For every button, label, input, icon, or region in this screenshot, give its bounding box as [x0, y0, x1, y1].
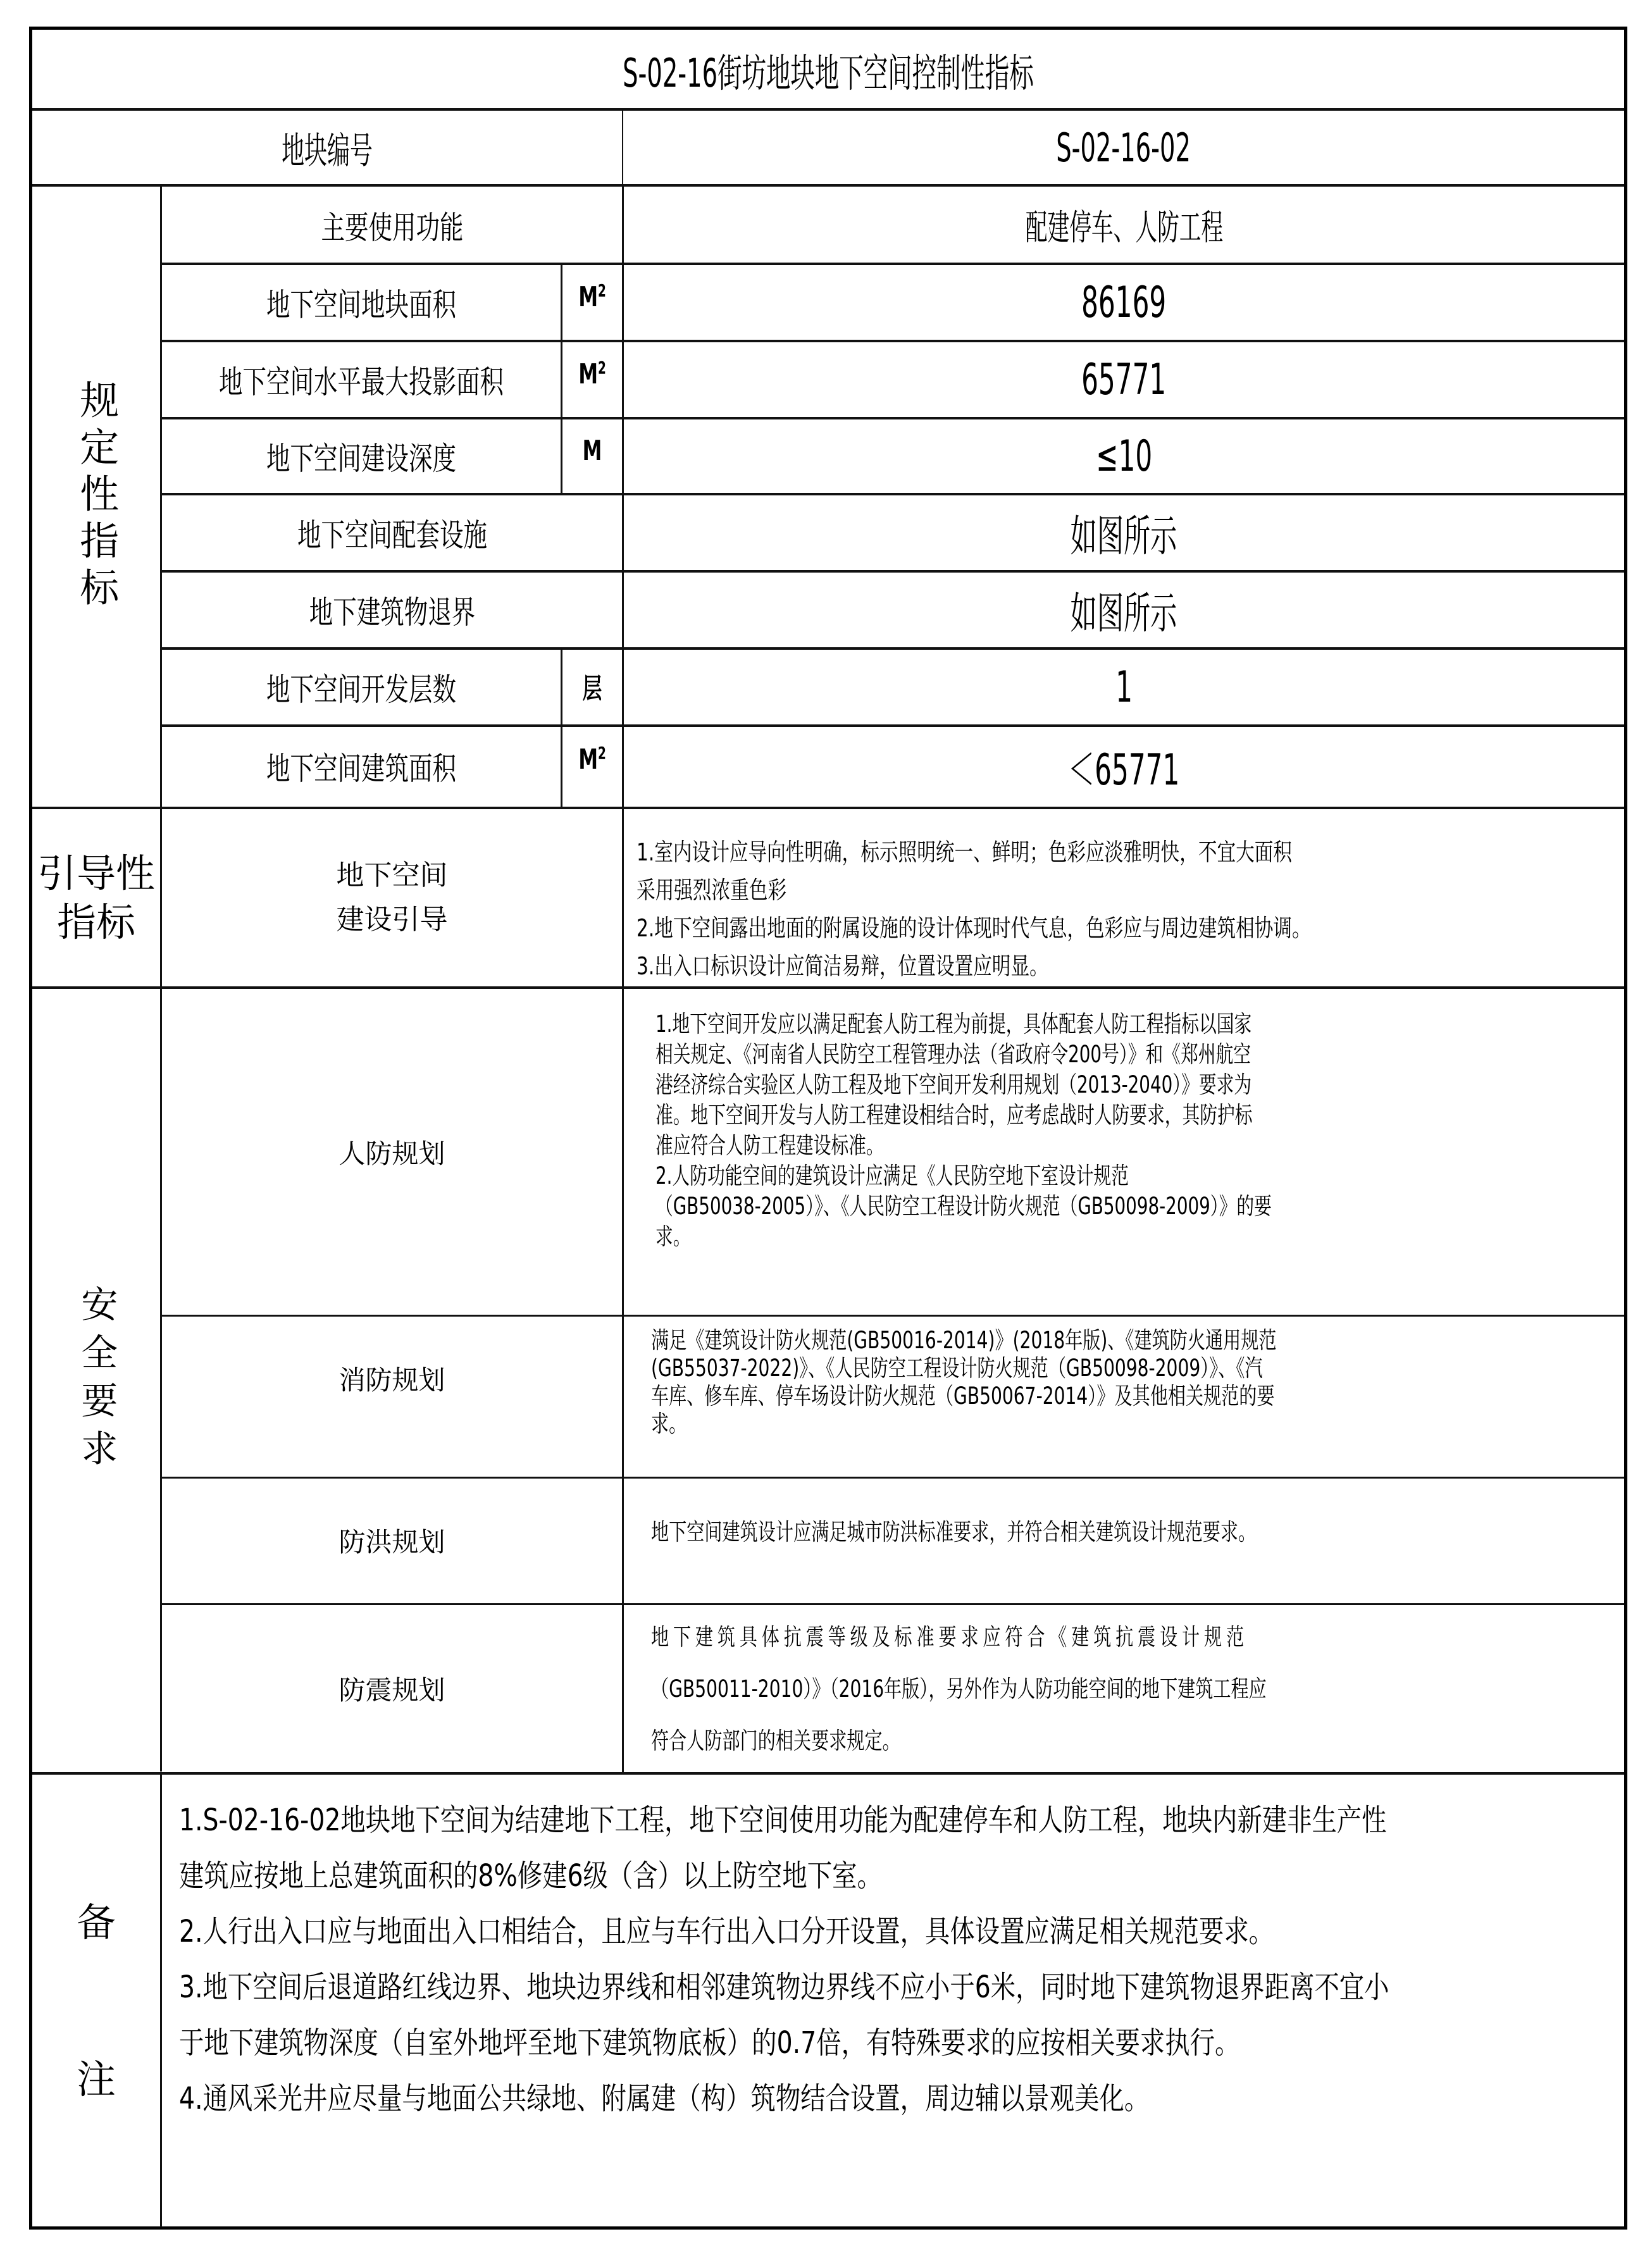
note-line: 3.地下空间后退道路红线边界、地块边界线和相邻建筑物边界线不应小于6米，同时地下建筑物退界距离不宜小: [179, 1970, 1389, 2005]
prescriptive-category-cell: [32, 187, 160, 807]
earthquake-text: [651, 1611, 1619, 1767]
safety-label-earthquake: 防震规划: [338, 1675, 445, 1706]
plot-id-label: 地块编号: [282, 129, 373, 172]
guidance-category-cell: [32, 809, 160, 986]
prescriptive-label: 地下空间水平最大投影面积: [219, 364, 504, 400]
prescriptive-label: 地下空间配套设施: [297, 517, 487, 554]
guidance-category-line2: 指标: [56, 899, 135, 945]
safety-category: 安全要求: [75, 1285, 118, 1477]
civil-defense-text: [655, 1009, 1624, 1252]
prescriptive-value-cell: [624, 571, 1624, 648]
prescriptive-value-cell: [624, 726, 1624, 807]
prescriptive-label-cell: [162, 648, 561, 726]
guidance-label-line2: 建设引导: [336, 903, 448, 936]
prescriptive-value: 65771: [1081, 354, 1167, 405]
prescriptive-label: 地下空间建筑面积: [266, 750, 456, 787]
control-indicator-table: [29, 27, 1627, 2230]
prescriptive-unit-cell: [562, 648, 622, 726]
prescriptive-unit-cell: [562, 264, 622, 341]
prescriptive-value: 如图所示: [1071, 588, 1177, 639]
prescriptive-label-cell: [162, 571, 622, 648]
unit-superscript: 2: [597, 743, 606, 764]
prescriptive-value-cell: [624, 264, 1624, 341]
note-line: 于地下建筑物深度（自室外地坪至地下建筑物底板）的0.7倍，有特殊要求的应按相关要求执行。: [179, 2025, 1240, 2061]
earthquake-line: 符合人防部门的相关要求规定。: [651, 1727, 900, 1754]
prescriptive-unit: [583, 435, 602, 467]
note-line: 1.S-02-16-02地块地下空间为结建地下工程，地下空间使用功能为配建停车和人防工程，地块内新建非生产性: [179, 1803, 1387, 1838]
divider: [622, 989, 624, 1773]
prescriptive-label: 地下空间开发层数: [266, 671, 456, 708]
safety-label-flood: 防洪规划: [338, 1526, 445, 1558]
earthquake-line: 地下建筑具体抗震等级及标准要求应符合《建筑抗震设计规范: [651, 1623, 1248, 1651]
prescriptive-value-cell: [624, 494, 1624, 571]
prescriptive-unit: [578, 281, 606, 313]
safety-label-cell: [162, 1605, 622, 1772]
prescriptive-value-cell: [624, 187, 1624, 264]
unit-superscript: 2: [597, 358, 606, 378]
prescriptive-category: 规定性指标: [73, 380, 120, 614]
guidance-line: 1.室内设计应导向性明确，标示照明统一、鲜明；色彩应淡雅明快，不宜大面积: [637, 838, 1293, 866]
fire-text: [651, 1327, 1619, 1438]
civil-defense-line: 求。: [655, 1223, 691, 1250]
prescriptive-label: 主要使用功能: [321, 209, 463, 246]
table-title-cell: [32, 30, 1624, 109]
guidance-category-line1: 引导性: [37, 850, 155, 897]
earthquake-line: （GB50011-2010）》（2016年版），另外作为人防功能空间的地下建筑工程应: [651, 1675, 1267, 1703]
prescriptive-label-cell: [162, 341, 561, 418]
fire-line: 车库、修车库、停车场设计防火规范（GB50067-2014）》及其他相关规范的要: [651, 1382, 1275, 1410]
civil-defense-line: （GB50038-2005）》、《人民防空工程设计防火规范（GB50098-2009）》的要: [655, 1193, 1272, 1220]
guidance-line: 3.出入口标识设计应简洁易辩，位置设置应明显。: [637, 952, 1048, 980]
prescriptive-unit-cell: [562, 726, 622, 807]
prescriptive-value-cell: [624, 418, 1624, 494]
prescriptive-value: 如图所示: [1071, 511, 1177, 562]
plot-id-value: S-02-16-02: [1056, 124, 1191, 171]
guidance-line: 采用强烈浓重色彩: [637, 876, 787, 904]
flood-line: 地下空间建筑设计应满足城市防洪标准要求，并符合相关建筑设计规范要求。: [651, 1518, 1257, 1546]
safety-category-cell: [32, 989, 160, 1773]
unit-text: M: [578, 743, 598, 776]
prescriptive-label-cell: [162, 418, 561, 494]
prescriptive-value-cell: [624, 648, 1624, 726]
flood-text: [651, 1517, 1619, 1548]
unit-text: M: [578, 281, 598, 313]
prescriptive-label-cell: [162, 494, 622, 571]
civil-defense-line: 1.地下空间开发应以满足配套人防工程为前提，具体配套人防工程指标以国家: [655, 1010, 1252, 1038]
divider: [32, 1772, 1624, 1775]
guidance-line: 2.地下空间露出地面的附属设施的设计体现时代气息，色彩应与周边建筑相协调。: [637, 914, 1311, 942]
prescriptive-label-cell: [162, 726, 561, 807]
unit-superscript: 2: [597, 281, 606, 301]
plot-id-label-cell: [32, 109, 622, 185]
unit-text: M: [582, 435, 602, 467]
fire-line: (GB55037-2022)》、《人民防空工程设计防火规范（GB50098-2009）》、《汽: [651, 1355, 1263, 1382]
prescriptive-unit-cell: [562, 341, 622, 418]
notes-label-line2: 注: [76, 2056, 116, 2102]
guidance-label-line1: 地下空间: [336, 859, 448, 891]
civil-defense-line: 准应符合人防工程建设标准。: [655, 1132, 884, 1159]
prescriptive-value: 86169: [1081, 277, 1167, 328]
note-line: 4.通风采光井应尽量与地面公共绿地、附属建（构）筑物结合设置，周边辅以景观美化。: [179, 2081, 1150, 2116]
notes-text: [179, 1792, 1615, 2126]
safety-label-cell: [162, 1317, 622, 1440]
notes-label-cell: [32, 1775, 160, 2227]
guidance-text: [637, 833, 1624, 985]
fire-line: 满足《建筑设计防火规范(GB50016-2014)》(2018年版)、《建筑防火通用规范: [651, 1327, 1277, 1354]
safety-label-fire: 消防规划: [338, 1364, 445, 1396]
prescriptive-label: 地下建筑物退界: [309, 594, 475, 631]
civil-defense-line: 相关规定、《河南省人民防空工程管理办法（省政府令200号）》和《郑州航空: [655, 1041, 1251, 1068]
prescriptive-unit-cell: [562, 418, 622, 494]
prescriptive-value: ＜65771: [1068, 745, 1180, 795]
prescriptive-value: 配建停车、人防工程: [1025, 208, 1223, 249]
prescriptive-value: ≤10: [1096, 431, 1152, 481]
plot-id-value-cell: [623, 109, 1624, 185]
civil-defense-line: 2.人防功能空间的建筑设计应满足《人民防空地下室设计规范: [655, 1162, 1129, 1189]
safety-label-cell: [162, 1479, 622, 1602]
prescriptive-label-cell: [162, 264, 561, 341]
prescriptive-label: 地下空间建设深度: [266, 440, 456, 477]
unit-text: M: [578, 358, 598, 390]
note-line: 建筑应按地上总建筑面积的8%修建6级（含）以上防空地下室。: [179, 1858, 882, 1894]
prescriptive-unit: [578, 358, 606, 390]
prescriptive-value: 1: [1115, 662, 1133, 712]
safety-label-civil-defense: 人防规划: [338, 1138, 445, 1169]
prescriptive-label-cell: [162, 187, 622, 264]
prescriptive-unit: [578, 743, 606, 776]
fire-line: 求。: [651, 1410, 687, 1437]
unit-text: 层: [582, 673, 602, 705]
notes-label-line1: 备: [76, 1899, 116, 1945]
prescriptive-unit: [583, 666, 602, 706]
civil-defense-line: 港经济综合实验区人防工程及地下空间开发利用规划（2013-2040）》要求为: [655, 1071, 1252, 1098]
prescriptive-label: 地下空间地块面积: [266, 287, 456, 323]
guidance-label-cell: [162, 809, 622, 986]
note-line: 2.人行出入口应与地面出入口相结合，且应与车行出入口分开设置，具体设置应满足相关规范要求。: [179, 1914, 1274, 1949]
civil-defense-line: 准。地下空间开发与人防工程建设相结合时，应考虑战时人防要求，其防护标: [655, 1101, 1253, 1129]
table-title: S-02-16街坊地块地下空间控制性指标: [623, 49, 1034, 96]
safety-label-cell: [162, 989, 622, 1315]
divider: [160, 1775, 162, 2227]
prescriptive-value-cell: [624, 341, 1624, 418]
